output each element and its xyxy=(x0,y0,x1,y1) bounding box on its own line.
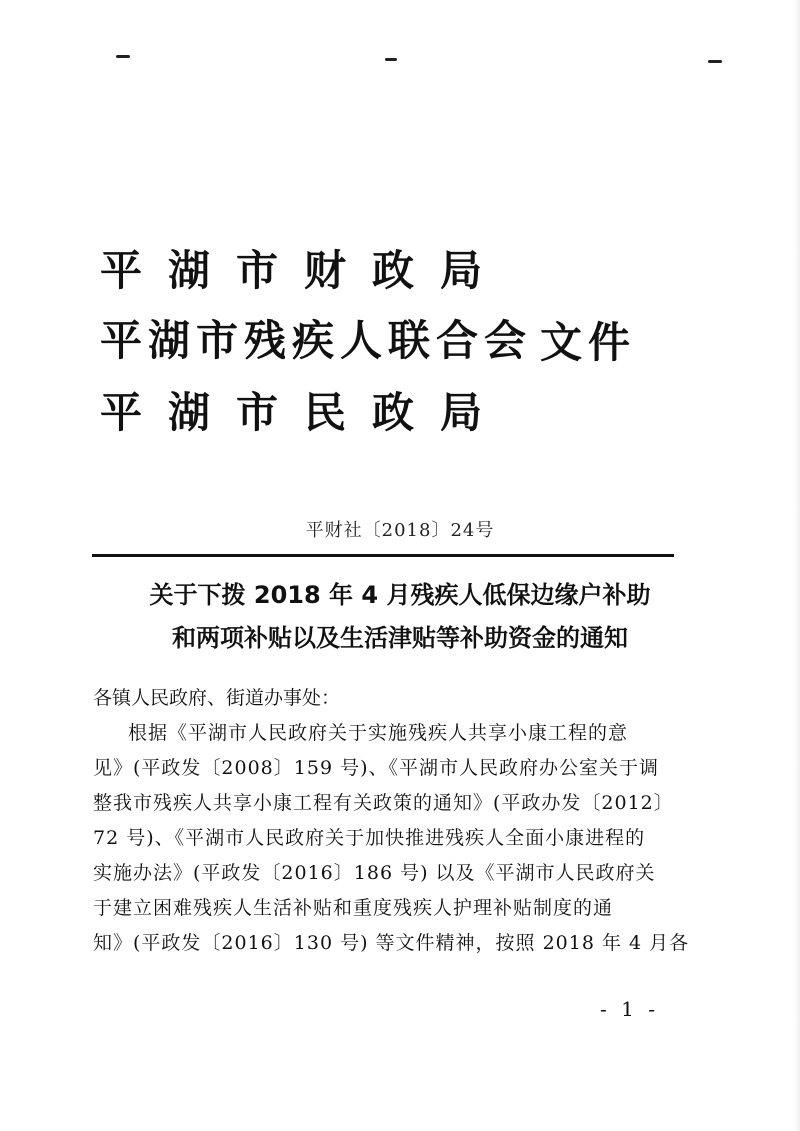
salutation: 各镇人民政府、街道办事处： xyxy=(93,687,341,709)
scan-mark-center xyxy=(385,58,397,61)
body-line: 见》(平政发〔2008〕159 号)、《平湖市人民政府办公室关于调 xyxy=(93,757,659,779)
scan-mark-right xyxy=(708,60,722,63)
body-line: 于建立困难残疾人生活补贴和重度残疾人护理补贴制度的通 xyxy=(93,897,614,919)
body-line: 72 号)、《平湖市人民政府关于加快推进残疾人全面小康进程的 xyxy=(93,827,646,849)
scan-mark-left xyxy=(116,55,130,58)
agency-civil-affairs-bureau: 平湖市民政局 xyxy=(100,388,509,437)
document-type-label: 文件 xyxy=(540,318,637,367)
page-number: - 1 - xyxy=(600,997,659,1021)
body-line: 实施办法》(平政发〔2016〕186 号) 以及《平湖市人民政府关 xyxy=(93,862,656,884)
body-line: 根据《平湖市人民政府关于实施残疾人共享小康工程的意 xyxy=(128,722,629,744)
document-number: 平财社〔2018〕24号 xyxy=(305,520,495,541)
body-line: 整我市残疾人共享小康工程有关政策的通知》(平政办发〔2012〕 xyxy=(93,792,674,814)
document-title-line-2: 和两项补贴以及生活津贴等补助资金的通知 xyxy=(172,624,628,652)
agency-finance-bureau: 平湖市财政局 xyxy=(100,246,509,295)
body-line: 知》(平政发〔2016〕130 号) 等文件精神，按照 2018 年 4 月各 xyxy=(93,932,690,954)
scan-edge-shadow xyxy=(794,0,800,1131)
document-title-line-1: 关于下拨 2018 年 4 月残疾人低保边缘户补助 xyxy=(149,581,651,609)
issuing-agencies xyxy=(100,238,720,448)
header-divider xyxy=(92,554,674,557)
agency-disabled-federation: 平湖市残疾人联合会 xyxy=(100,316,533,365)
